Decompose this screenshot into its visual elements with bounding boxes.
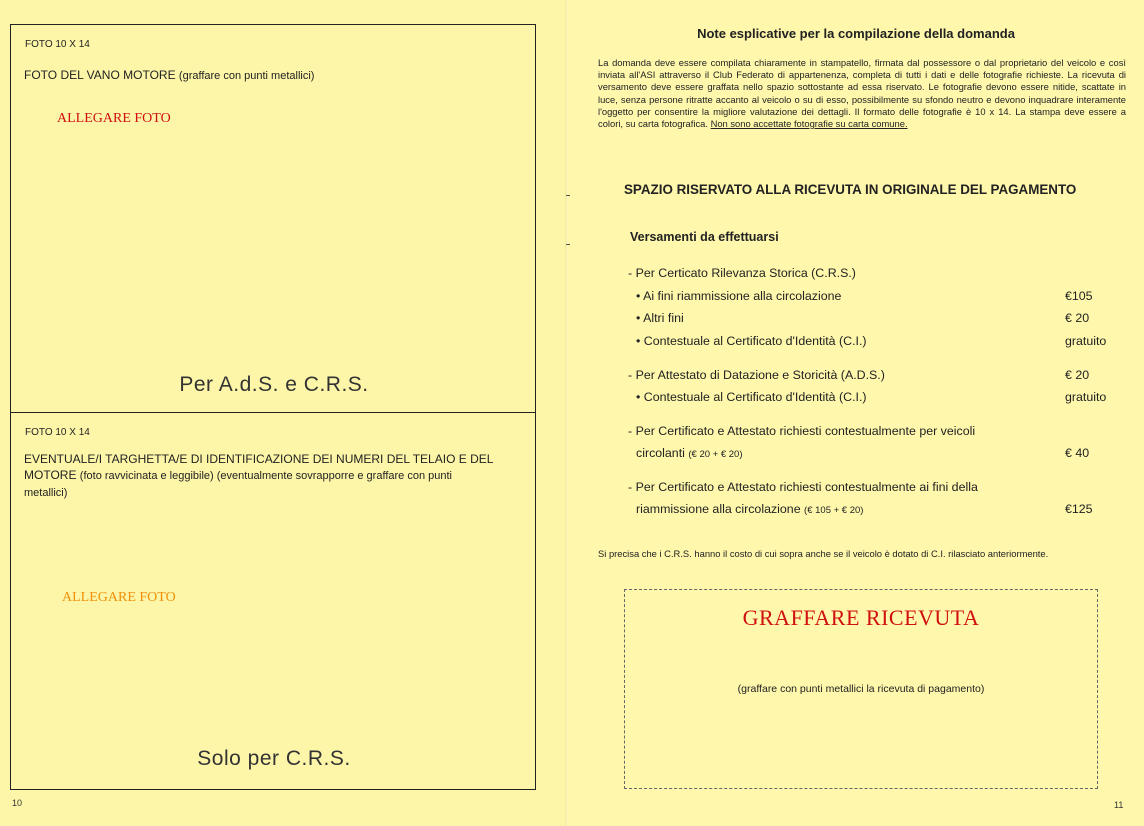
fee-row: [628, 480, 1112, 500]
payments-subheading: Versamenti da effettuarsi: [630, 230, 779, 244]
photo-box-engine-bay: [10, 24, 536, 413]
fee-amount: € 20: [1065, 368, 1090, 382]
instructions-text: La domanda deve essere compilata chiaramente in stampatello, firmata dal possessore o dal proprietario del veicolo e così inviata all'ASI attraverso il Club Federato di appartenenza, completa di tutti i dati e delle fotografie richieste. La ricevuta di versamento deve essere graffata nello spazio sottostante ad essa riservato. Le fotografie devono essere nitide, scattate in luce, senza persone ritratte accanto al veicolo o su di esso, possibilmente su sfondo neutro e devono inquadrare interamente l'oggetto per consentire la migliore valutazione dei dettagli. Il formato delle fotografie è 10 x 14. La stampa deve essere a colori, su carta fotografica.: [598, 57, 1126, 130]
fee-row: [628, 311, 1112, 331]
caption-sub: (graffare con punti metallici): [178, 70, 315, 82]
fee-row: [628, 390, 1112, 410]
fee-amount: €125: [1065, 502, 1093, 516]
fee-row: [628, 424, 1112, 444]
caption-main: EVENTUALE/I TARGHETTA/E DI IDENTIFICAZIONE DEI NUMERI DEL TELAIO E DEL MOTORE: [24, 452, 493, 482]
fee-row: [628, 289, 1112, 309]
photo-caption: [24, 451, 495, 501]
fee-row: [628, 266, 1112, 286]
section-heading: SPAZIO RISERVATO ALLA RICEVUTA IN ORIGINALE DEL PAGAMENTO: [624, 182, 1077, 197]
fee-amount: gratuito: [1065, 390, 1107, 404]
staple-receipt-note: (graffare con punti metallici la ricevuta di pagamento): [737, 683, 985, 695]
attach-photo-label: ALLEGARE FOTO: [57, 111, 171, 126]
photo-caption: [24, 67, 495, 84]
receipt-staple-area: [624, 589, 1098, 789]
instructions-underlined: Non sono accettate fotografie su carta comune.: [710, 118, 908, 130]
margin-tick: [566, 244, 570, 245]
scope-label: Solo per C.R.S.: [197, 747, 351, 770]
fee-row: [628, 446, 1112, 466]
fee-breakdown: (€ 20 + € 20): [688, 449, 743, 460]
staple-receipt-title: GRAFFARE RICEVUTA: [742, 605, 980, 630]
photo-format-label: FOTO 10 X 14: [25, 427, 90, 438]
fee-label: • Contestuale al Certificato d'Identità (C.I.): [636, 334, 867, 348]
fee-label-text: circolanti: [636, 446, 685, 460]
fee-breakdown: (€ 105 + € 20): [804, 505, 864, 516]
fee-amount: € 40: [1065, 446, 1090, 460]
scope-label: Per A.d.S. e C.R.S.: [179, 373, 369, 396]
fee-label: - Per Certificato e Attestato richiesti contestualmente per veicoli: [628, 424, 976, 438]
left-page: [0, 0, 568, 826]
photo-format-label: FOTO 10 X 14: [25, 39, 90, 50]
page-title: Note esplicative per la compilazione della domanda: [697, 26, 1015, 41]
fee-label: [636, 502, 863, 516]
page-number-left: 10: [12, 798, 23, 808]
fee-label: • Altri fini: [636, 311, 684, 325]
fee-row: [628, 502, 1112, 522]
attach-photo-label: ALLEGARE FOTO: [62, 590, 176, 605]
fee-label: • Ai fini riammissione alla circolazione: [636, 289, 842, 303]
fee-amount: €105: [1065, 289, 1093, 303]
fee-label: - Per Certicato Rilevanza Storica (C.R.S.): [628, 266, 856, 280]
fee-row: [628, 368, 1112, 388]
fee-label: • Contestuale al Certificato d'Identità (C.I.): [636, 390, 867, 404]
fee-row: [628, 334, 1112, 354]
fee-label: - Per Certificato e Attestato richiesti contestualmente ai fini della: [628, 480, 978, 494]
fee-label: [636, 446, 743, 460]
right-page: [568, 0, 1144, 826]
fee-label: - Per Attestato di Datazione e Storicità (A.D.S.): [628, 368, 885, 382]
caption-main: FOTO DEL VANO MOTORE: [24, 68, 176, 82]
fee-amount: € 20: [1065, 311, 1090, 325]
page-number-right: 11: [1114, 800, 1124, 810]
fee-label-text: riammissione alla circolazione: [636, 502, 801, 516]
margin-tick: [566, 195, 570, 196]
photo-box-id-plate: [10, 412, 536, 790]
note-precisa: Si precisa che i C.R.S. hanno il costo di cui sopra anche se il veicolo è dotato di C.I. rilasciato anteriormente.: [598, 548, 1049, 559]
fee-amount: gratuito: [1065, 334, 1107, 348]
caption-sub: (foto ravvicinata e leggibile) (eventualmente sovrapporre e graffare con punti metallici): [24, 470, 452, 499]
instructions-paragraph: [598, 57, 1126, 130]
